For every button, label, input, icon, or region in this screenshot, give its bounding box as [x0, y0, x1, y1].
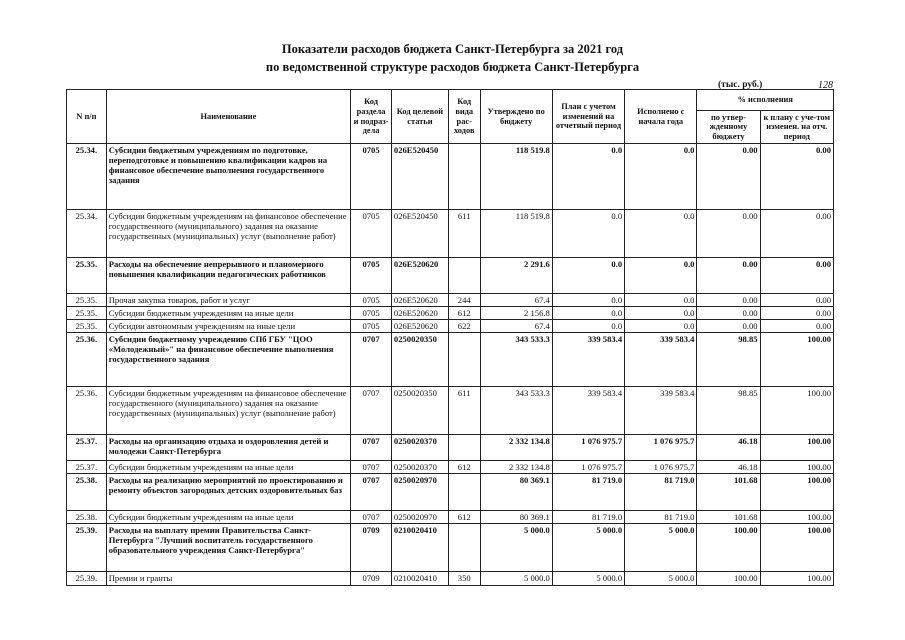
row-executed: 0.0 [625, 144, 697, 210]
row-approved: 5 000.0 [480, 524, 552, 572]
row-plan: 81 719.0 [552, 474, 624, 511]
row-kind-code [448, 435, 480, 461]
row-num: 25.35. [67, 294, 107, 307]
table-row [67, 320, 834, 333]
row-executed: 1 076 975.7 [625, 435, 697, 461]
expenditure-table [66, 89, 834, 586]
row-name: Субсидии бюджетным учреждениям на финансовое обеспечение государственного (муниципального) задания на оказание государственных (муниципальных) услуг (выполнение работ) [106, 210, 350, 258]
row-kind-code: 244 [448, 294, 480, 307]
row-pct-plan: 100.00 [760, 511, 833, 524]
row-target-code: 026Е520620 [391, 307, 448, 320]
row-num: 25.36. [67, 387, 107, 435]
row-target-code: 0250020970 [391, 511, 448, 524]
row-approved: 118 519.8 [480, 144, 552, 210]
row-kind-code: 611 [448, 387, 480, 435]
row-target-code: 0250020350 [391, 333, 448, 387]
row-target-code: 0250020970 [391, 474, 448, 511]
row-section-code: 0707 [351, 435, 392, 461]
row-num: 25.39. [67, 572, 107, 586]
row-pct-approved: 0.00 [697, 320, 760, 333]
row-plan: 81 719.0 [552, 511, 624, 524]
row-num: 25.38. [67, 474, 107, 511]
title-line-1: Показатели расходов бюджета Санкт-Петербурга за 2021 год [281, 42, 624, 56]
row-num: 25.37. [67, 435, 107, 461]
row-kind-code [448, 524, 480, 572]
row-name: Субсидии автономным учреждениям на иные цели [106, 320, 350, 333]
row-section-code: 0707 [351, 474, 392, 511]
row-kind-code: 611 [448, 210, 480, 258]
row-plan: 5 000.0 [552, 572, 624, 586]
row-name: Расходы на обеспечение непрерывного и планомерного повышения квалификации педагогических работников [106, 258, 350, 294]
table-row [67, 307, 834, 320]
table-row [67, 333, 834, 387]
row-section-code: 0705 [351, 144, 392, 210]
row-approved: 80 369.1 [480, 474, 552, 511]
row-executed: 339 583.4 [625, 387, 697, 435]
row-num: 25.38. [67, 511, 107, 524]
row-plan: 5 000.0 [552, 524, 624, 572]
row-plan: 1 076 975.7 [552, 461, 624, 474]
row-section-code: 0707 [351, 333, 392, 387]
row-executed: 0.0 [625, 210, 697, 258]
header-name: Наименование [106, 90, 350, 144]
table-row [67, 511, 834, 524]
row-plan: 339 583.4 [552, 333, 624, 387]
row-kind-code [448, 333, 480, 387]
row-target-code: 026Е520620 [391, 320, 448, 333]
row-approved: 118 519.8 [480, 210, 552, 258]
row-executed: 5 000.0 [625, 572, 697, 586]
row-kind-code: 612 [448, 511, 480, 524]
row-section-code: 0707 [351, 387, 392, 435]
row-target-code: 0250020370 [391, 435, 448, 461]
page-number: 128 [818, 80, 833, 91]
row-target-code: 026Е520450 [391, 144, 448, 210]
row-pct-approved: 100.00 [697, 524, 760, 572]
row-num: 25.34. [67, 144, 107, 210]
row-pct-approved: 101.68 [697, 474, 760, 511]
row-kind-code [448, 144, 480, 210]
table-row [67, 144, 834, 210]
row-kind-code: 350 [448, 572, 480, 586]
row-num: 25.39. [67, 524, 107, 572]
row-approved: 5 000.0 [480, 572, 552, 586]
row-section-code: 0707 [351, 511, 392, 524]
row-executed: 0.0 [625, 294, 697, 307]
header-section-code: Код раздела и подраз-дела [351, 90, 392, 144]
row-section-code: 0705 [351, 307, 392, 320]
row-approved: 343 533.3 [480, 387, 552, 435]
row-pct-plan: 0.00 [760, 210, 833, 258]
row-target-code: 0250020350 [391, 387, 448, 435]
row-target-code: 0210020410 [391, 572, 448, 586]
table-row [67, 474, 834, 511]
row-approved: 2 291.6 [480, 258, 552, 294]
row-num: 25.34. [67, 210, 107, 258]
row-pct-plan: 100.00 [760, 435, 833, 461]
row-executed: 81 719.0 [625, 511, 697, 524]
row-executed: 0.0 [625, 307, 697, 320]
row-pct-plan: 0.00 [760, 294, 833, 307]
row-target-code: 0250020370 [391, 461, 448, 474]
row-approved: 67.4 [480, 294, 552, 307]
row-num: 25.35. [67, 320, 107, 333]
row-section-code: 0709 [351, 524, 392, 572]
row-approved: 67.4 [480, 320, 552, 333]
row-pct-plan: 100.00 [760, 524, 833, 572]
row-target-code: 0210020410 [391, 524, 448, 572]
row-plan: 339 583.4 [552, 387, 624, 435]
row-executed: 0.0 [625, 320, 697, 333]
row-plan: 0.0 [552, 258, 624, 294]
row-pct-approved: 0.00 [697, 144, 760, 210]
row-executed: 81 719.0 [625, 474, 697, 511]
row-plan: 0.0 [552, 320, 624, 333]
row-pct-plan: 100.00 [760, 387, 833, 435]
header-num: N п/п [67, 90, 107, 144]
title-line-2: по ведомственной структуре расходов бюджета Санкт-Петербурга [265, 60, 640, 74]
table-row [67, 435, 834, 461]
row-pct-plan: 0.00 [760, 320, 833, 333]
row-approved: 80 369.1 [480, 511, 552, 524]
row-approved: 2 332 134.8 [480, 435, 552, 461]
row-plan: 0.0 [552, 307, 624, 320]
row-kind-code [448, 474, 480, 511]
row-name: Субсидии бюджетному учреждению СПб ГБУ "ЦОО «Молодежный»" на финансовое обеспечение выполнения государственного задания [106, 333, 350, 387]
row-approved: 2 156.8 [480, 307, 552, 320]
header-pct-plan: к плану с уче-том изменен. на отч. период [760, 111, 833, 144]
table-row [67, 572, 834, 586]
table-row [67, 210, 834, 258]
row-pct-plan: 0.00 [760, 307, 833, 320]
table-row [67, 258, 834, 294]
row-pct-approved: 100.00 [697, 572, 760, 586]
row-approved: 343 533.3 [480, 333, 552, 387]
row-section-code: 0705 [351, 320, 392, 333]
row-pct-plan: 0.00 [760, 144, 833, 210]
row-num: 25.37. [67, 461, 107, 474]
row-pct-approved: 98.85 [697, 333, 760, 387]
row-pct-plan: 100.00 [760, 461, 833, 474]
row-pct-approved: 0.00 [697, 307, 760, 320]
table-row [67, 387, 834, 435]
row-name: Расходы на реализацию мероприятий по проектированию и ремонту объектов загородных детских оздоровительных баз [106, 474, 350, 511]
row-executed: 5 000.0 [625, 524, 697, 572]
row-executed: 1 076 975.7 [625, 461, 697, 474]
table-body [67, 144, 834, 586]
page-title [0, 40, 905, 76]
row-name: Прочая закупка товаров, работ и услуг [106, 294, 350, 307]
row-pct-plan: 100.00 [760, 572, 833, 586]
row-kind-code: 622 [448, 320, 480, 333]
table-row [67, 294, 834, 307]
row-pct-approved: 0.00 [697, 294, 760, 307]
header-percent: % исполнения [697, 90, 834, 111]
row-name: Расходы на выплату премии Правительства Санкт-Петербурга "Лучший воспитатель государственного образовательного учреждения Санкт-Петербурга" [106, 524, 350, 572]
header-executed: Исполнено с начала года [625, 90, 697, 144]
header-kind-code: Код вида рас-ходов [448, 90, 480, 144]
row-plan: 1 076 975.7 [552, 435, 624, 461]
table-row [67, 524, 834, 572]
row-plan: 0.0 [552, 210, 624, 258]
row-executed: 339 583.4 [625, 333, 697, 387]
row-target-code: 026Е520620 [391, 294, 448, 307]
row-pct-approved: 0.00 [697, 258, 760, 294]
row-pct-approved: 46.18 [697, 461, 760, 474]
row-pct-plan: 100.00 [760, 474, 833, 511]
row-name: Субсидии бюджетным учреждениям на иные цели [106, 511, 350, 524]
row-name: Субсидии бюджетным учреждениям на финансовое обеспечение государственного (муниципального) задания на оказание государственных (муниципальных) услуг (выполнение работ) [106, 387, 350, 435]
row-name: Расходы на организацию отдыха и оздоровления детей и молодежи Санкт-Петербурга [106, 435, 350, 461]
row-approved: 2 332 134.8 [480, 461, 552, 474]
row-num: 25.36. [67, 333, 107, 387]
row-target-code: 026Е520450 [391, 210, 448, 258]
row-pct-approved: 0.00 [697, 210, 760, 258]
row-name: Субсидии бюджетным учреждениям на иные цели [106, 461, 350, 474]
row-section-code: 0707 [351, 461, 392, 474]
row-num: 25.35. [67, 258, 107, 294]
row-num: 25.35. [67, 307, 107, 320]
row-pct-plan: 100.00 [760, 333, 833, 387]
header-plan: План с учетом изменений на отчетный период [552, 90, 624, 144]
header-pct-approved: по утвер-жденному бюджету [697, 111, 760, 144]
row-name: Субсидии бюджетным учреждениям на иные цели [106, 307, 350, 320]
row-plan: 0.0 [552, 144, 624, 210]
row-kind-code: 612 [448, 307, 480, 320]
row-name: Премии и гранты [106, 572, 350, 586]
row-executed: 0.0 [625, 258, 697, 294]
header-approved: Утверждено по бюджету [480, 90, 552, 144]
row-name: Субсидии бюджетным учреждениям по подготовке, переподготовке и повышению квалификации кадров на финансовое обеспечение выполнения государственного задания [106, 144, 350, 210]
row-pct-approved: 101.68 [697, 511, 760, 524]
table-row [67, 461, 834, 474]
row-kind-code [448, 258, 480, 294]
units-label: (тыс. руб.) [718, 80, 763, 90]
row-kind-code: 612 [448, 461, 480, 474]
row-pct-plan: 0.00 [760, 258, 833, 294]
row-pct-approved: 98.85 [697, 387, 760, 435]
row-section-code: 0705 [351, 258, 392, 294]
row-section-code: 0705 [351, 294, 392, 307]
row-section-code: 0709 [351, 572, 392, 586]
row-plan: 0.0 [552, 294, 624, 307]
row-pct-approved: 46.18 [697, 435, 760, 461]
row-target-code: 026Е520620 [391, 258, 448, 294]
header-target-code: Код целевой статьи [391, 90, 448, 144]
row-section-code: 0705 [351, 210, 392, 258]
